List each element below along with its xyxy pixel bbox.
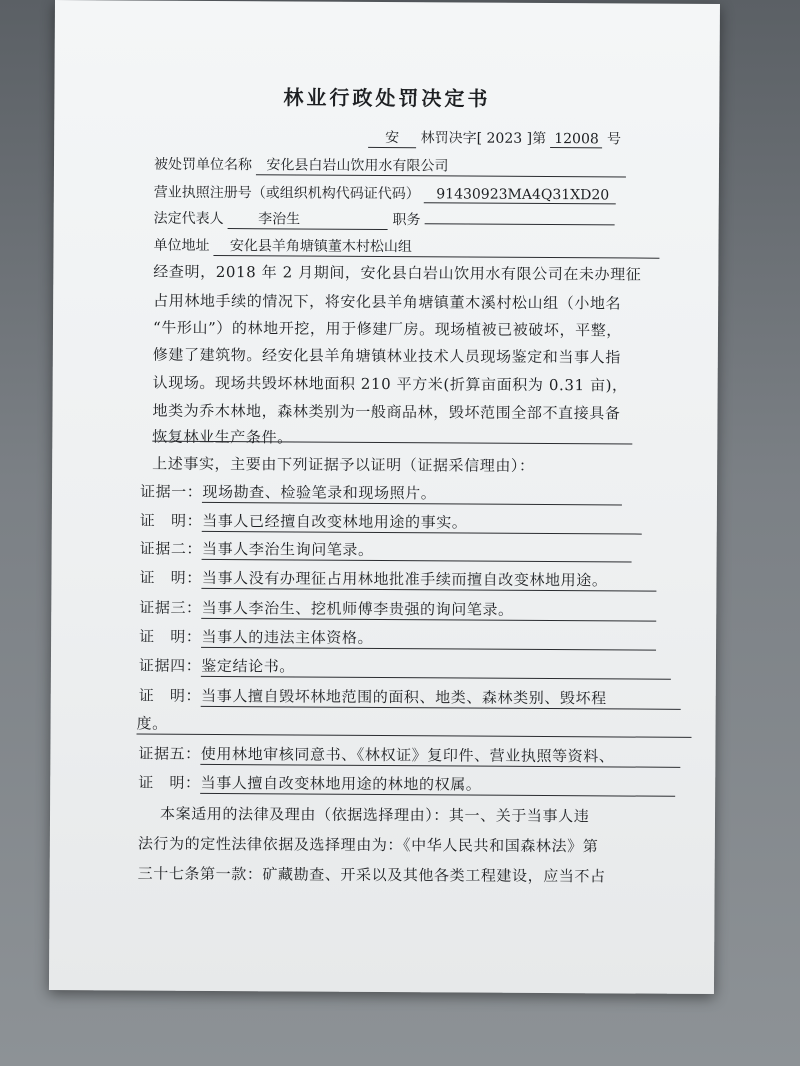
license-label: 营业执照注册号（或组织机构代码证代码） (153, 184, 420, 203)
evidence-value-9: 度。 (137, 713, 692, 738)
evidence-label-7: 证据四： (138, 656, 202, 675)
docno-number: 12008 (550, 131, 602, 148)
evidence-row-8 (139, 685, 682, 710)
evidence-row-5 (139, 597, 657, 622)
evidence-value-11: 当事人擅自改变林地用途的林地的权属。 (201, 772, 676, 797)
evidence-row-2 (140, 510, 643, 535)
facts-line-2: 占用林地手续的情况下，将安化县羊角塘镇董木溪村松山组（小地名 (153, 291, 622, 313)
evidence-label-2: 证 明： (139, 511, 203, 530)
evidence-value-8: 当事人擅自毁坏林地范围的面积、地类、森林类别、毁坏程 (201, 685, 681, 710)
evidence-label-10: 证据五： (138, 744, 201, 763)
evidence-label-4: 证 明： (139, 568, 202, 587)
evidence-intro: 上述事实，主要由下列证据予以证明（证据采信理由）： (152, 454, 535, 475)
license-row (154, 182, 617, 205)
evidence-row-3 (140, 538, 633, 563)
evidence-value-1: 现场勘查、检验笔录和现场照片。 (202, 481, 622, 506)
docno-prefix: 安 (368, 127, 416, 148)
address-label: 单位地址 (153, 237, 210, 254)
evidence-label-3: 证据二： (139, 539, 203, 558)
evidence-row-9 (137, 713, 692, 738)
document-title: 林业行政处罚决定书 (283, 85, 491, 111)
evidence-label-8: 证 明： (138, 686, 202, 705)
evidence-label-6: 证 明： (139, 627, 202, 646)
evidence-row-11 (138, 772, 676, 797)
license-value: 91430923MA4Q31XD20 (424, 186, 616, 204)
docno-suffix: 号 (606, 131, 622, 148)
position-label: 职务 (392, 212, 421, 229)
evidence-value-6: 当事人的违法主体资格。 (201, 626, 656, 651)
docno-close: ]第 (526, 130, 547, 148)
facts-line-4: 修建了建筑物。经安化县羊角塘镇林业技术人员现场鉴定和当事人指 (152, 345, 621, 367)
address-value: 安化县羊角塘镇董木村松山组 (214, 235, 660, 259)
facts-line-5: 认现场。现场共毁坏林地面积 210 平方米(折算亩面积为 0.31 亩)， (152, 373, 628, 395)
unit-name-label: 被处罚单位名称 (153, 156, 253, 174)
evidence-row-7 (139, 655, 672, 680)
evidence-value-4: 当事人没有办理征占用林地批准手续而擅自改变林地用途。 (202, 567, 657, 592)
unit-name-row (154, 154, 627, 178)
facts-line-6: 地类为乔木林地，森林类别为一般商品林，毁坏范围全部不直接具备 (152, 401, 621, 423)
evidence-label-11: 证 明： (138, 773, 201, 792)
evidence-row-10 (138, 743, 681, 768)
facts-line-1: 经查明，2018 年 2 月期间，安化县白岩山饮用水有限公司在未办理征 (153, 262, 642, 284)
evidence-value-3: 当事人李治生询问笔录。 (202, 538, 632, 563)
evidence-row-4 (139, 567, 657, 592)
evidence-label-5: 证据三： (139, 598, 202, 617)
docno-year: 2023 (486, 130, 523, 147)
address-row (153, 235, 660, 259)
evidence-value-10: 使用林地审核同意书、《林权证》复印件、营业执照等资料、 (201, 743, 681, 768)
evidence-row-6 (139, 626, 657, 651)
representative-value: 李治生 (228, 208, 388, 230)
position-value (425, 223, 615, 225)
evidence-value-2: 当事人已经擅自改变林地用途的事实。 (202, 510, 642, 535)
representative-label: 法定代表人 (153, 210, 224, 228)
law-line-3: 三十七条第一款：矿藏勘查、开采以及其他各类工程建设，应当不占 (137, 864, 606, 886)
docno-middle: 林罚决字[ (420, 130, 483, 147)
evidence-value-7: 鉴定结论书。 (201, 655, 671, 680)
document-page (49, 0, 720, 994)
facts-line-7: 恢复林业生产条件。 (152, 427, 293, 447)
evidence-label-1: 证据一： (139, 482, 203, 501)
law-line-2: 法行为的定性法律依据及选择理由为：《中华人民共和国森林法》第 (137, 834, 599, 856)
evidence-value-5: 当事人李治生、挖机师傅李贵强的询问笔录。 (202, 597, 657, 622)
law-line-1: 本案适用的法律及理由（依据选择理由）：其一、关于当事人违 (159, 804, 590, 826)
facts-line-3: “牛形山”）的林地开挖，用于修建厂房。现场植被已被破坏，平整， (152, 318, 623, 340)
unit-name-value: 安化县白岩山饮用水有限公司 (256, 154, 626, 177)
document-number (368, 127, 621, 150)
representative-row (154, 208, 615, 232)
evidence-row-1 (140, 481, 623, 506)
